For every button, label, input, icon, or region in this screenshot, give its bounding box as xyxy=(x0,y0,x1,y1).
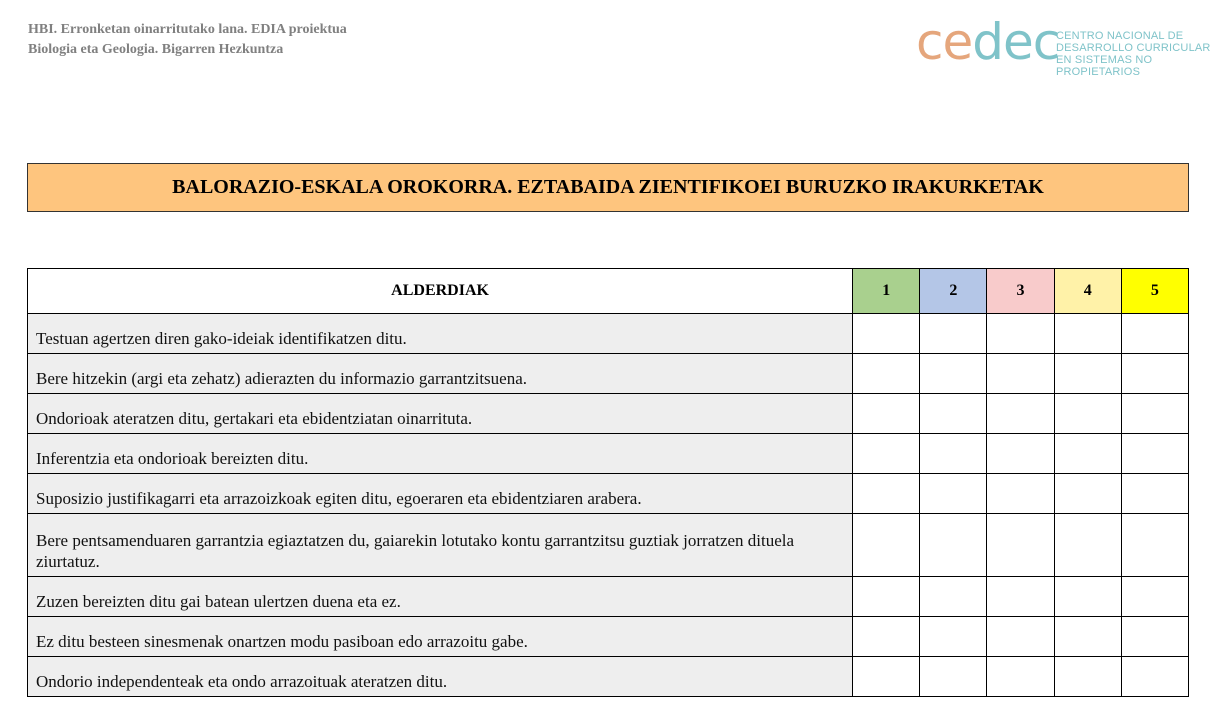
logo-wordmark xyxy=(916,13,1060,71)
table-row xyxy=(28,354,1189,394)
score-cell-5[interactable] xyxy=(1121,474,1188,514)
score-cell-5[interactable] xyxy=(1121,577,1188,617)
table-row xyxy=(28,657,1189,697)
logo-sub-line2: DESARROLLO CURRICULAR xyxy=(1056,42,1211,54)
rating-scale-table xyxy=(27,268,1189,697)
logo-sub-line1: CENTRO NACIONAL DE xyxy=(1056,30,1184,42)
score-cell-2[interactable] xyxy=(920,354,987,394)
score-cell-2[interactable] xyxy=(920,577,987,617)
cedec-logo xyxy=(916,13,1216,78)
aspect-label: Inferentzia eta ondorioak bereizten ditu. xyxy=(28,434,853,474)
score-cell-4[interactable] xyxy=(1054,657,1121,697)
score-cell-1[interactable] xyxy=(853,577,920,617)
table-row xyxy=(28,577,1189,617)
score-cell-1[interactable] xyxy=(853,657,920,697)
header-line-project: HBI. Erronketan oinarritutako lana. EDIA proiektua xyxy=(28,22,347,37)
score-cell-4[interactable] xyxy=(1054,474,1121,514)
score-cell-2[interactable] xyxy=(920,394,987,434)
score-cell-3[interactable] xyxy=(987,514,1054,577)
score-header-2: 2 xyxy=(920,269,987,314)
score-cell-4[interactable] xyxy=(1054,354,1121,394)
score-cell-5[interactable] xyxy=(1121,514,1188,577)
aspect-label: Ez ditu besteen sinesmenak onartzen modu pasiboan edo arrazoitu gabe. xyxy=(28,617,853,657)
score-cell-1[interactable] xyxy=(853,514,920,577)
score-cell-1[interactable] xyxy=(853,314,920,354)
table-row xyxy=(28,434,1189,474)
table-row xyxy=(28,394,1189,434)
document-header xyxy=(28,20,347,60)
score-header-3: 3 xyxy=(987,269,1054,314)
score-cell-1[interactable] xyxy=(853,354,920,394)
table-row xyxy=(28,514,1189,577)
table-header-row xyxy=(28,269,1189,314)
score-header-1: 1 xyxy=(853,269,920,314)
page-title: BALORAZIO-ESKALA OROKORRA. EZTABAIDA ZIENTIFIKOEI BURUZKO IRAKURKETAK xyxy=(27,163,1189,212)
score-cell-2[interactable] xyxy=(920,657,987,697)
aspect-label: Suposizio justifikagarri eta arrazoizkoak egiten ditu, egoeraren eta ebidentziaren arabera. xyxy=(28,474,853,514)
score-header-4: 4 xyxy=(1054,269,1121,314)
score-cell-4[interactable] xyxy=(1054,434,1121,474)
score-cell-2[interactable] xyxy=(920,617,987,657)
score-cell-4[interactable] xyxy=(1054,314,1121,354)
score-cell-1[interactable] xyxy=(853,394,920,434)
score-cell-1[interactable] xyxy=(853,474,920,514)
score-cell-1[interactable] xyxy=(853,617,920,657)
score-cell-4[interactable] xyxy=(1054,577,1121,617)
score-cell-5[interactable] xyxy=(1121,617,1188,657)
logo-sub-line3: EN SISTEMAS NO PROPIETARIOS xyxy=(1056,54,1153,78)
score-cell-2[interactable] xyxy=(920,474,987,514)
table-row xyxy=(28,314,1189,354)
score-cell-4[interactable] xyxy=(1054,617,1121,657)
score-cell-2[interactable] xyxy=(920,434,987,474)
score-cell-3[interactable] xyxy=(987,354,1054,394)
score-cell-5[interactable] xyxy=(1121,314,1188,354)
score-cell-5[interactable] xyxy=(1121,434,1188,474)
aspect-label: Ondorioak ateratzen ditu, gertakari eta ebidentziatan oinarrituta. xyxy=(28,394,853,434)
score-header-5: 5 xyxy=(1121,269,1188,314)
score-cell-3[interactable] xyxy=(987,394,1054,434)
score-cell-3[interactable] xyxy=(987,617,1054,657)
header-line-subject: Biologia eta Geologia. Bigarren Hezkuntza xyxy=(28,42,284,57)
aspect-label: Bere hitzekin (argi eta zehatz) adierazten du informazio garrantzitsuena. xyxy=(28,354,853,394)
aspect-label: Ondorio independenteak eta ondo arrazoituak ateratzen ditu. xyxy=(28,657,853,697)
score-cell-2[interactable] xyxy=(920,314,987,354)
score-cell-4[interactable] xyxy=(1054,394,1121,434)
score-cell-1[interactable] xyxy=(853,434,920,474)
score-cell-5[interactable] xyxy=(1121,354,1188,394)
logo-subtitle xyxy=(1056,30,1216,78)
score-cell-3[interactable] xyxy=(987,434,1054,474)
table-row xyxy=(28,617,1189,657)
logo-word-part2: dec xyxy=(972,13,1060,71)
table-row xyxy=(28,474,1189,514)
score-cell-3[interactable] xyxy=(987,577,1054,617)
score-cell-4[interactable] xyxy=(1054,514,1121,577)
score-cell-3[interactable] xyxy=(987,657,1054,697)
logo-word-part1: ce xyxy=(916,13,973,71)
score-cell-3[interactable] xyxy=(987,474,1054,514)
aspect-label: Testuan agertzen diren gako-ideiak identifikatzen ditu. xyxy=(28,314,853,354)
aspect-label: Bere pentsamenduaren garrantzia egiaztatzen du, gaiarekin lotutako kontu garrantzitsu guztiak jorratzen dituela ziurtatuz. xyxy=(28,514,853,577)
aspects-header: ALDERDIAK xyxy=(28,269,853,314)
score-cell-5[interactable] xyxy=(1121,657,1188,697)
score-cell-3[interactable] xyxy=(987,314,1054,354)
aspect-label: Zuzen bereizten ditu gai batean ulertzen duena eta ez. xyxy=(28,577,853,617)
score-cell-5[interactable] xyxy=(1121,394,1188,434)
score-cell-2[interactable] xyxy=(920,514,987,577)
